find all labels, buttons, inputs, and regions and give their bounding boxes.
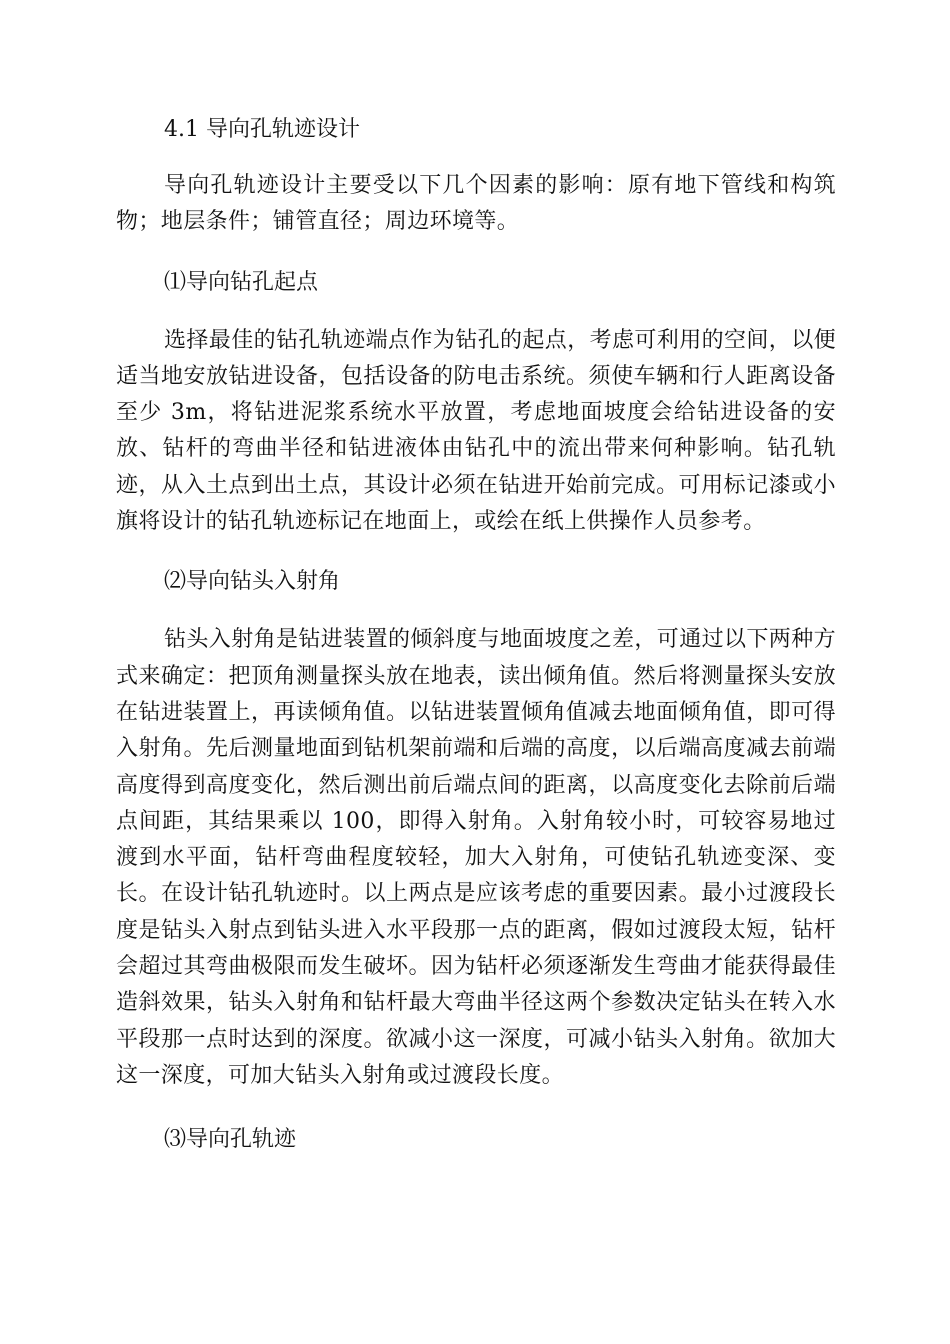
section-title: 4.1 导向孔轨迹设计	[164, 117, 360, 142]
paragraph-entry-angle: 钻头入射角是钻进装置的倾斜度与地面坡度之差，可通过以下两种方式来确定：把顶角测量探头放在地表，读出倾角值。然后将测量探头安放在钻进装置上，再读倾角值。以钻进装置倾角值减去地面倾角值，即可得入射角。先后测量地面到钻机架前端和后端的高度，以后端高度减去前端高度得到高度变化，然后测出前后端点间的距离，以高度变化去除前后端点间距，其结果乘以 100，即得入射角。入射角较小时，可较容易地过渡到水平面，钻杆弯曲程度较轻，加大入射角，可使钻孔轨迹变深、变长。在设计钻孔轨迹时。以上两点是应该考虑的重要因素。最小过渡段长度是钻头入射点到钻头进入水平段那一点的距离，假如过渡段太短，钻杆会超过其弯曲极限而发生破坏。因为钻杆必须逐渐发生弯曲才能获得最佳造斜效果，钻头入射角和钻杆最大弯曲半径这两个参数决定钻头在转入水平段那一点时达到的深度。欲减小这一深度，可减小钻头入射角。欲加大这一深度，可加大钻头入射角或过渡段长度。	[116, 627, 837, 1088]
paragraph-drilling-start: 选择最佳的钻孔轨迹端点作为钻孔的起点，考虑可利用的空间，以便适当地安放钻进设备，包括设备的防电击系统。须使车辆和行人距离设备至少 3m，将钻进泥浆系统水平放置，考虑地面坡度会给钻进设备的安放、钻杆的弯曲半径和钻进液体由钻孔中的流出带来何种影响。钻孔轨迹，从入土点到出土点，其设计必须在钻进开始前完成。可用标记漆或小旗将设计的钻孔轨迹标记在地面上，或绘在纸上供操作人员参考。	[116, 327, 837, 535]
document-body	[116, 112, 836, 1158]
subsection-heading-pilot-trajectory: ⑶导向孔轨迹	[164, 1127, 297, 1153]
subsection-heading-drilling-start: ⑴导向钻孔起点	[164, 269, 319, 295]
subsection-heading-entry-angle: ⑵导向钻头入射角	[164, 569, 341, 595]
intro-paragraph: 导向孔轨迹设计主要受以下几个因素的影响：原有地下管线和构筑物；地层条件；铺管直径；周边环境等。	[116, 173, 836, 235]
